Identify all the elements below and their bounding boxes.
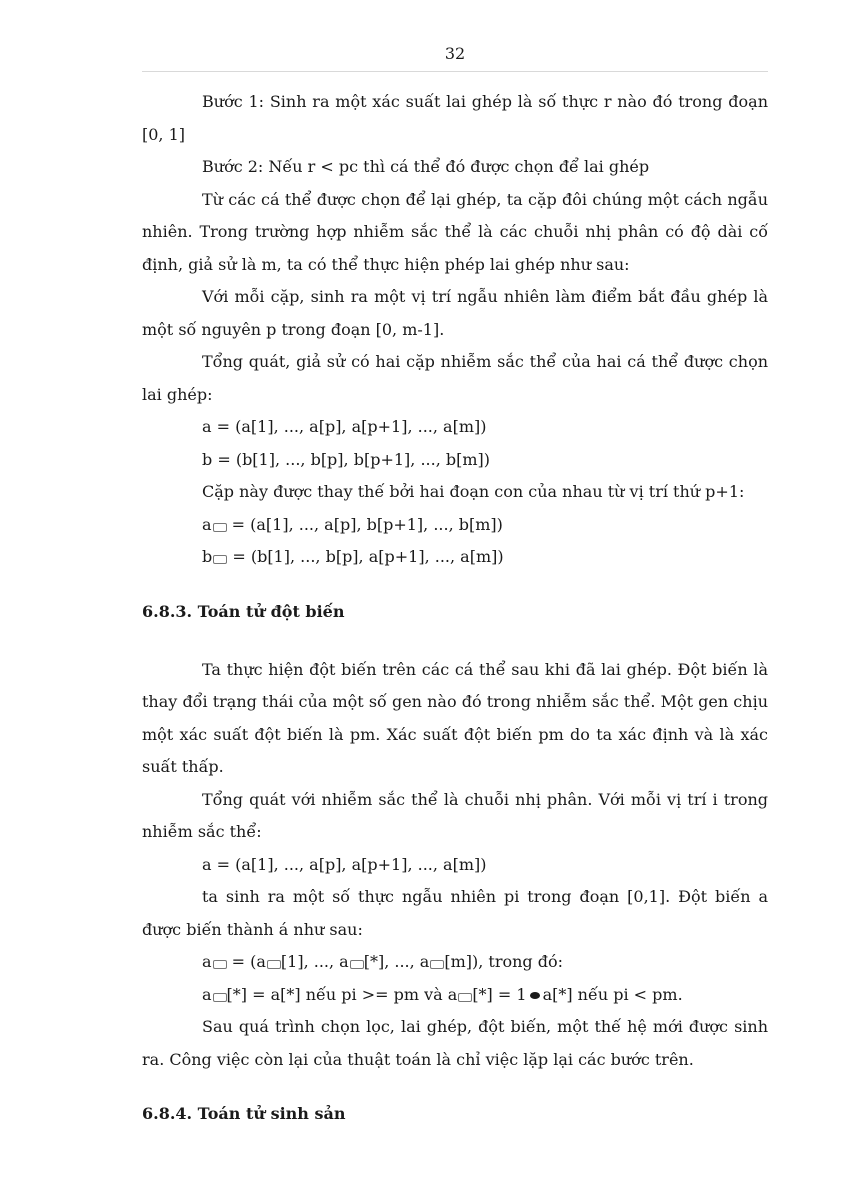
formula-child-b: b = (b[1], ..., b[p], a[p+1], ..., a[m]) [202, 547, 504, 566]
prime-glyph-icon [213, 523, 227, 532]
step-1: Bước 1: Sinh ra một xác suất lai ghép là số thực r nào đó trong đoạn [0, 1] [142, 92, 768, 144]
mutation-intro: Ta thực hiện đột biến trên các cá thể sau khi đã lai ghép. Đột biến là thay đổi trạng thái của một số gen nào đó trong nhiễm sắc thể. Một gen chịu một xác suất đột biến là pm. Xác suất đột biến pm do ta xác định và là xác suất thấp. [142, 659, 768, 776]
section-heading-683: 6.8.3. Toán tử đột biến [142, 601, 345, 621]
prime-glyph-icon [350, 960, 364, 969]
crossover-point: Với mỗi cặp, sinh ra một vị trí ngẫu nhiên làm điểm bắt đầu ghép là một số nguyên p trong đoạn [0, m-1]. [142, 287, 768, 339]
crossover-general: Tổng quát, giả sử có hai cặp nhiễm sắc thể của hai cá thể được chọn lai ghép: [142, 352, 768, 404]
prime-glyph-icon [213, 993, 227, 1002]
prime-glyph-icon [267, 960, 281, 969]
mutation-random: ta sinh ra một số thực ngẫu nhiên pi trong đoạn [0,1]. Đột biến a được biến thành á như sau: [142, 887, 768, 939]
step-2: Bước 2: Nếu r < pc thì cá thể đó được chọn để lai ghép [202, 157, 650, 176]
page-number: 32 [142, 44, 768, 72]
prime-glyph-icon [430, 960, 444, 969]
formula-child-a: a = (a[1], ..., a[p], b[p+1], ..., b[m]) [202, 514, 503, 534]
section-heading-684: 6.8.4. Toán tử sinh sản [142, 1104, 346, 1123]
prime-glyph-icon [213, 960, 227, 969]
mutation-general: Tổng quát với nhiễm sắc thể là chuỗi nhị phân. Với mỗi vị trí i trong nhiễm sắc thể: [142, 789, 768, 841]
xor-symbol-icon [530, 992, 540, 999]
formula-a-mutation: a = (a[1], ..., a[p], a[p+1], ..., a[m]) [202, 854, 487, 874]
mutation-summary: Sau quá trình chọn lọc, lai ghép, đột biến, một thế hệ mới được sinh ra. Công việc còn lại của thuật toán là chỉ việc lặp lại các bước trên. [142, 1017, 768, 1069]
prime-glyph-icon [213, 555, 227, 564]
formula-a: a = (a[1], ..., a[p], a[p+1], ..., a[m]) [202, 417, 487, 436]
page-content [142, 86, 768, 1156]
crossover-intro: Từ các cá thể được chọn để lại ghép, ta cặp đôi chúng một cách ngẫu nhiên. Trong trường hợp nhiễm sắc thể là các chuỗi nhị phân có độ dài cố định, giả sử là m, ta có thể thực hiện phép lai ghép như sau: [142, 189, 768, 274]
prime-glyph-icon [458, 993, 472, 1002]
mutation-rule: a [*] = a[*] nếu pi >= pm và a [*] = 1 a[*] nếu pi < pm. [202, 984, 683, 1004]
mutation-formula: a = (a [1], ..., a [*], ..., a [m]), trong đó: [202, 952, 564, 971]
formula-b: b = (b[1], ..., b[p], b[p+1], ..., b[m]) [202, 449, 491, 469]
crossover-replace: Cặp này được thay thế bởi hai đoạn con của nhau từ vị trí thứ p+1: [202, 482, 745, 501]
